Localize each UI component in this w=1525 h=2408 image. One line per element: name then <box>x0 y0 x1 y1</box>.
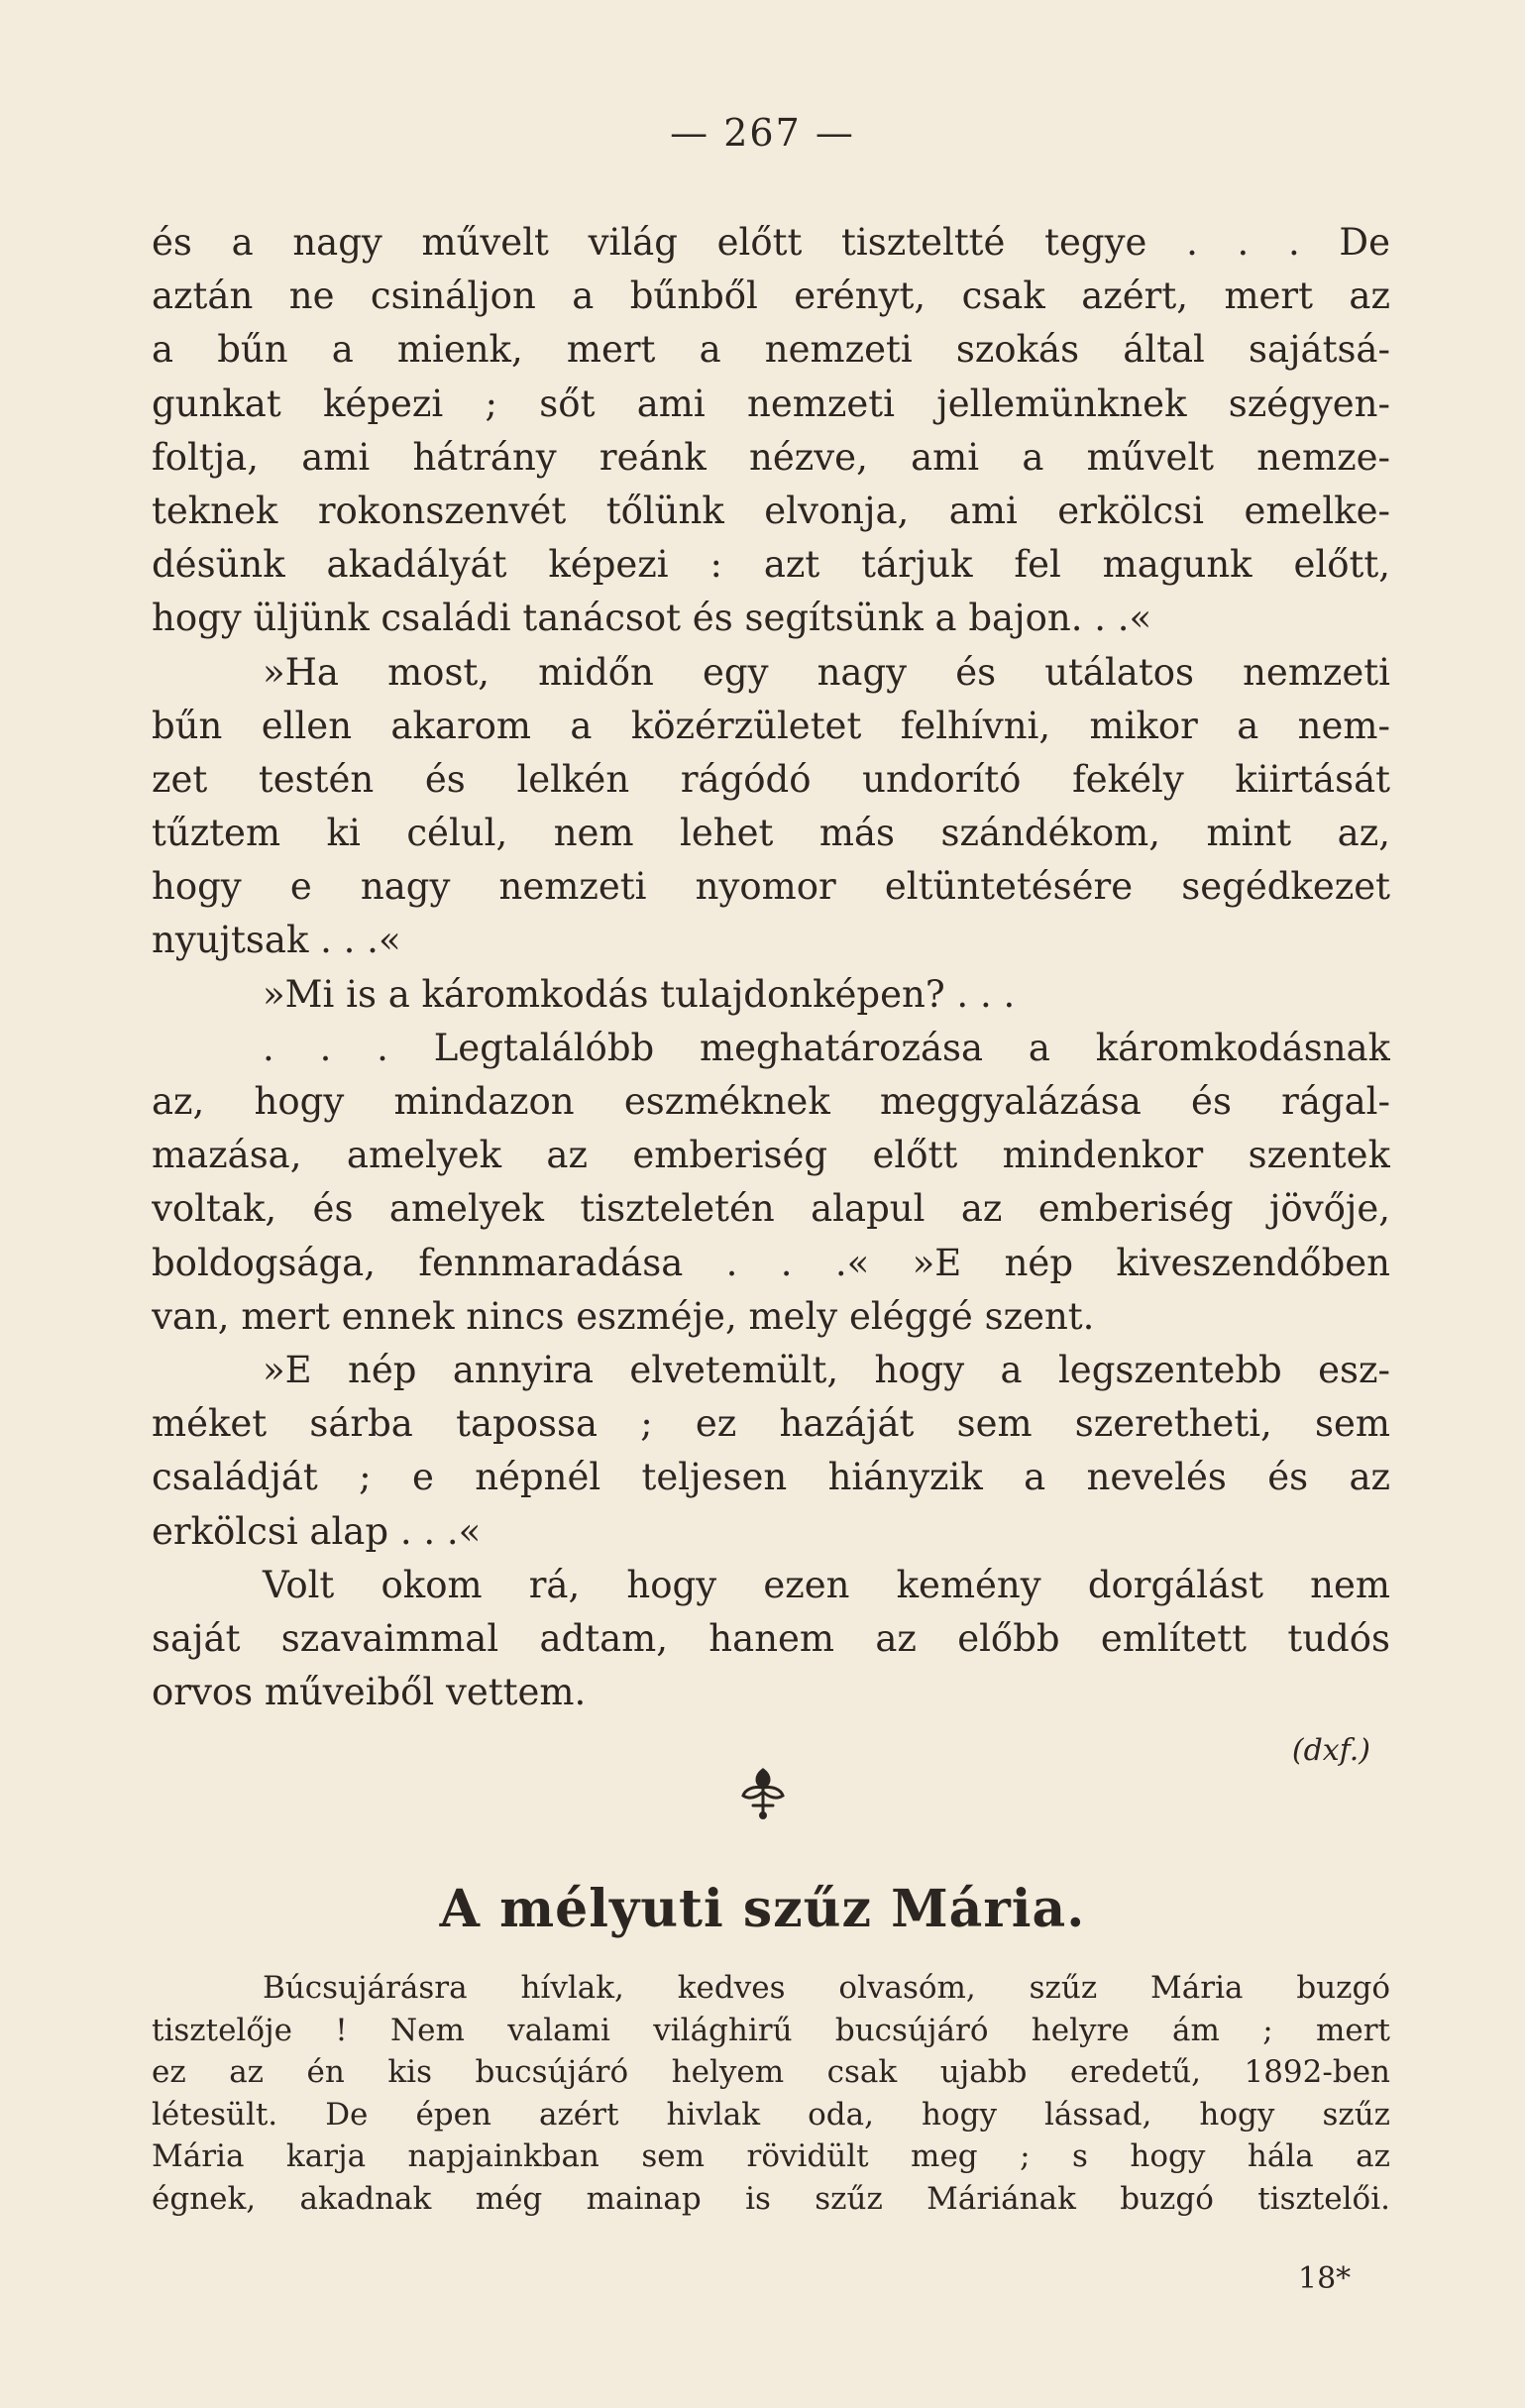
text-line: nyujtsak . . .« <box>152 919 401 962</box>
text-line: . . . Legtalálóbb meghatározása a káromkodásnak <box>263 1026 1390 1069</box>
text-line: aztán ne csináljon a bűnből erényt, csak azért, mert az <box>152 274 1390 318</box>
fleuron-icon <box>733 1762 793 1821</box>
text-line: saját szavaimmal adtam, hanem az előbb említett tudós <box>152 1616 1390 1660</box>
text-line: boldogsága, fennmaradása . . .« »E nép kiveszendőben <box>152 1241 1390 1284</box>
text-line: égnek, akadnak még mainap is szűz Máriának buzgó tisztelői. <box>152 2180 1390 2217</box>
text-line: »E nép annyira elvetemült, hogy a legszentebb esz- <box>263 1348 1390 1391</box>
sheet-signature-mark: 18* <box>1298 2261 1352 2296</box>
text-line: voltak, és amelyek tiszteletén alapul az emberiség jövője, <box>152 1187 1390 1231</box>
text-line: désünk akadályát képezi : azt tárjuk fel magunk előtt, <box>152 543 1390 587</box>
text-line: családját ; e népnél teljesen hiányzik a nevelés és az <box>152 1456 1390 1499</box>
text-line: hogy e nagy nemzeti nyomor eltüntetésére segédkezet <box>152 865 1390 909</box>
text-line: foltja, ami hátrány reánk nézve, ami a művelt nemze- <box>152 435 1390 479</box>
text-line: mazása, amelyek az emberiség előtt mindenkor szentek <box>152 1134 1390 1177</box>
author-signature: (dxf.) <box>1291 1733 1370 1769</box>
text-line: gunkat képezi ; sőt ami nemzeti jellemünknek szégyen- <box>152 382 1390 425</box>
text-line: ez az én kis bucsújáró helyem csak ujabb eredetű, 1892-ben <box>152 2054 1390 2091</box>
text-line: Mária karja napjainkban sem rövidült meg ; s hogy hála az <box>152 2138 1390 2175</box>
text-line: »Mi is a káromkodás tulajdonképen? . . . <box>263 972 1016 1016</box>
text-line: a bűn a mienk, mert a nemzeti szokás által sajátsá- <box>152 328 1390 372</box>
text-line: teknek rokonszenvét tőlünk elvonja, ami erkölcsi emelke- <box>152 489 1390 532</box>
text-line: hogy üljünk családi tanácsot és segítsünk a bajon. . .« <box>152 597 1152 640</box>
page-number: — 267 — <box>670 111 855 155</box>
text-line: erkölcsi alap . . .« <box>152 1509 482 1553</box>
text-line: bűn ellen akarom a közérzületet felhívni, mikor a nem- <box>152 704 1390 747</box>
article-heading: A mélyuti szűz Mária. <box>439 1879 1086 1939</box>
text-line: tűztem ki célul, nem lehet más szándékom, mint az, <box>152 812 1390 855</box>
text-line: orvos műveiből vettem. <box>152 1671 587 1714</box>
text-line: méket sárba tapossa ; ez hazáját sem szeretheti, sem <box>152 1402 1390 1446</box>
text-line: tisztelője ! Nem valami világhirű bucsújáró helyre ám ; mert <box>152 2012 1390 2048</box>
main-text-block <box>152 216 1390 1773</box>
text-line: létesült. De épen azért hivlak oda, hogy lássad, hogy szűz <box>152 2096 1390 2133</box>
article-text-block <box>152 1967 1390 2221</box>
article-text-lines <box>152 1967 1390 2221</box>
text-line: Volt okom rá, hogy ezen kemény dorgálást nem <box>263 1563 1390 1606</box>
text-line: Búcsujárásra hívlak, kedves olvasóm, szűz Mária buzgó <box>263 1970 1390 2006</box>
text-line: »Ha most, midőn egy nagy és utálatos nemzeti <box>263 650 1390 694</box>
text-line: zet testén és lelkén rágódó undorító fekély kiirtását <box>152 757 1390 801</box>
text-line: és a nagy művelt világ előtt tiszteltté tegye . . . De <box>152 221 1390 264</box>
main-text-lines <box>152 216 1390 1719</box>
text-line: van, mert ennek nincs eszméje, mely eléggé szent. <box>152 1294 1095 1338</box>
text-line: az, hogy mindazon eszméknek meggyalázása és rágal- <box>152 1080 1390 1123</box>
